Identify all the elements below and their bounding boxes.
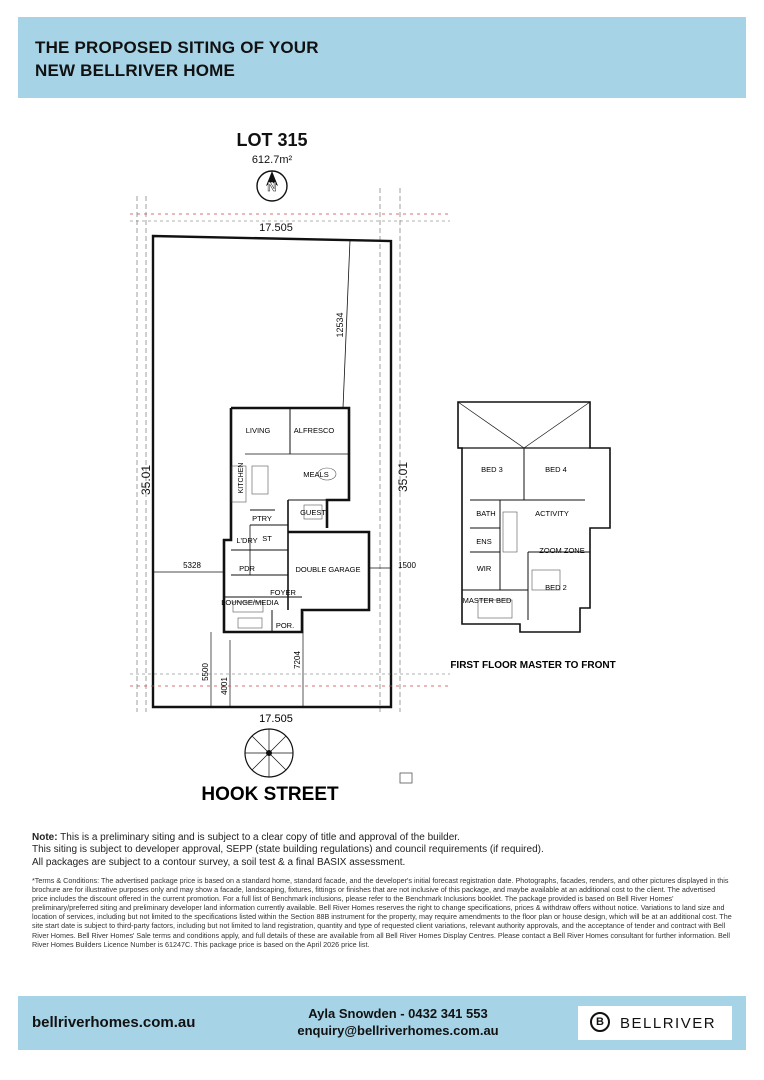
room-activity: ACTIVITY	[535, 509, 569, 518]
header-title-line2: NEW BELLRIVER HOME	[35, 61, 236, 80]
note-line1: This is a preliminary siting and is subject to a clear copy of title and approval of the builder.	[60, 832, 460, 843]
room-foyer: FOYER	[270, 588, 296, 597]
dim-side-setback-right: 1500	[398, 561, 416, 570]
room-bed3: BED 3	[481, 465, 503, 474]
note-line3: All packages are subject to a contour survey, a soil test & a final BASIX assessment.	[32, 856, 406, 868]
room-pdr: PDR	[239, 564, 255, 573]
kerb-pit	[400, 773, 412, 783]
agent-email[interactable]: enquiry@bellriverhomes.com.au	[297, 1023, 499, 1038]
logo-mark-icon: B	[590, 1012, 610, 1032]
room-alfresco: ALFRESCO	[293, 426, 335, 435]
room-bed4: BED 4	[545, 465, 567, 474]
header-banner	[18, 17, 746, 98]
footer-banner	[18, 996, 746, 1050]
room-living: LIVING	[245, 426, 271, 435]
terms-conditions: *Terms & Conditions: The advertised package price is based on a standard home, standard facade, and the developer's initial forecast registration date. Photographs, facades, renders, and other pictures displayed in this brochure are for illustrative purposes only and may show a facade, landscaping, fixtures, fittings or finishes that are not inclusive of this package, and maybe available at an additional cost to the client. The advertised price includes the discount offered in the current promotion. For a full list of Benchmark inclusions, please refer to the Benchmark Inclusions booklet. The package provided is based on Bell River Homes' preliminary/preferred siting and preliminary developer land information currently available. Bell River Homes reserves the right to change specifications, prices & withdraw offers without notice. Variations to land size and location of services, including but not limited to the specifications listed within the Section 88B instrument for the property, may require amendments to the floor plan or house design, which will be at an additional cost. The site start date is subject to third-party factors, including but not limited to land registration, quantity and type of requested client variations, relevant authority approvals, and the acceptance of tender and contract with Bell River Homes. Bell River Homes' Sale terms and conditions apply, and full details of these are available from all Bell River Homes Display Centres. Please contact a Bell River Homes consultant for further information. Bell River Homes Builders Licence Number is 61247C. This package price is based on the April 2026 price list.	[32, 876, 732, 949]
room-zoom-zone: ZOOM ZONE	[539, 546, 585, 555]
lot-title: LOT 315	[236, 130, 308, 150]
dim-top-width: 17.505	[259, 222, 293, 234]
note-line2: This siting is subject to developer approval, SEPP (state building regulations) and council requirements (if required).	[32, 844, 544, 856]
lot-boundary	[153, 236, 391, 707]
room-por: POR.	[275, 621, 295, 630]
website-link[interactable]: bellriverhomes.com.au	[32, 1014, 196, 1031]
logo-wordmark: BELLRIVER	[620, 1015, 717, 1032]
street-name: HOOK STREET	[201, 784, 339, 805]
agent-contact	[248, 1005, 548, 1039]
dim-side-setback-left: 5328	[183, 561, 201, 570]
north-arrow-icon	[257, 171, 287, 201]
dim-front-setback-a: 5500	[201, 663, 210, 681]
dim-front-setback-c: 7204	[293, 651, 302, 669]
dim-rear-setback: 12534	[335, 312, 345, 338]
room-kitchen: KITCHEN	[238, 462, 245, 494]
room-wir: WIR	[476, 564, 492, 573]
sewer-line-bottom	[130, 674, 450, 686]
svg-text:N: N	[267, 179, 277, 194]
room-bed2: BED 2	[545, 583, 567, 592]
room-ldry: L'DRY	[236, 536, 258, 545]
room-double-garage: DOUBLE GARAGE	[295, 565, 361, 574]
agent-name-phone: Ayla Snowden - 0432 341 553	[308, 1006, 488, 1021]
note-label: Note:	[32, 832, 58, 843]
first-floor-caption: FIRST FLOOR MASTER TO FRONT	[450, 660, 616, 671]
room-master-bed: MASTER BED	[462, 596, 512, 605]
lot-area: 612.7m²	[251, 154, 293, 166]
room-ens: ENS	[476, 537, 492, 546]
site-plan	[0, 120, 764, 820]
room-ptry: PTRY	[252, 514, 272, 523]
sewer-line-top	[130, 214, 450, 221]
room-bath: BATH	[476, 509, 496, 518]
room-st: ST	[262, 534, 272, 543]
room-meals: MEALS	[303, 470, 329, 479]
dim-front-setback-b: 4001	[220, 677, 229, 695]
room-guest: GUEST	[300, 508, 326, 517]
street-tree-icon	[245, 729, 293, 777]
note-block	[32, 832, 732, 869]
room-lounge: LOUNGE/MEDIA	[221, 598, 279, 607]
bellriver-logo	[578, 1006, 732, 1040]
header-title-line1: THE PROPOSED SITING OF YOUR	[35, 38, 319, 57]
dim-right-depth: 35.01	[396, 461, 410, 493]
dim-left-depth: 35.01	[139, 464, 153, 496]
dim-bottom-width: 17.505	[259, 713, 293, 725]
